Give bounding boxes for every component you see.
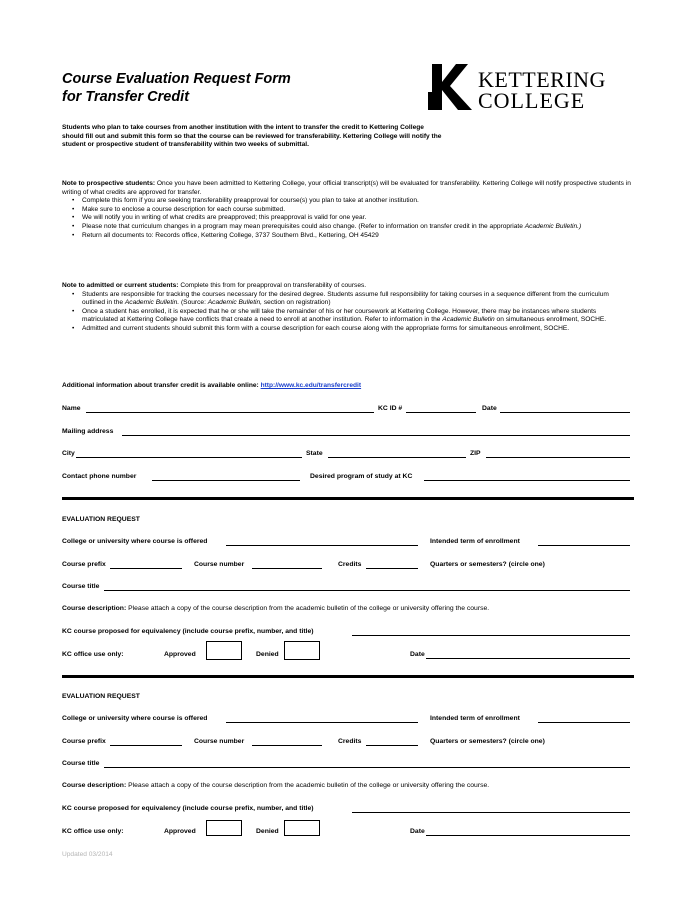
college-label: College or university where course is offered: [62, 538, 208, 545]
logo-word-kettering: KETTERING: [478, 67, 606, 92]
eval1-description-row: Course description: Please attach a copy of the course description from the academic bulletin of the college or university offering the course.: [62, 605, 490, 612]
city-field[interactable]: [76, 450, 302, 458]
intro-paragraph: Students who plan to take courses from another institution with the intent to transfer the credit to Kettering College should fill out and submit this form so that the course can be reviewed for transferability. Kettering College will notify the student or prospective student of transferability within two weeks of submittal.: [62, 124, 442, 149]
section-divider-2: [62, 675, 634, 678]
zip-label: ZIP: [470, 450, 481, 457]
eval2-equivalency-field[interactable]: [352, 805, 630, 813]
prospective-bullet-5: • Return all documents to: Records office, Kettering College, 3737 Southern Blvd., Kettering, OH 45429: [82, 232, 632, 241]
eval1-office-row: [62, 651, 632, 663]
eval2-college-row: College or university where course is offered Intended term of enrollment: [62, 715, 632, 727]
logo-word-college: COLLEGE: [478, 88, 586, 113]
eval1-prefix-field[interactable]: [110, 561, 182, 569]
eval1-credits-field[interactable]: [366, 561, 418, 569]
evaluation-heading-1: EVALUATION REQUEST: [62, 516, 140, 523]
eval1-denied-box[interactable]: [284, 641, 320, 660]
name-label: Name: [62, 405, 81, 412]
eval1-number-field[interactable]: [252, 561, 322, 569]
eval2-term-field[interactable]: [538, 715, 630, 723]
additional-info-text: Additional information about transfer credit is available online:: [62, 382, 261, 389]
section-divider-1: [62, 497, 634, 500]
phone-field[interactable]: [152, 473, 300, 481]
date-field[interactable]: [500, 405, 630, 413]
title-line-1: Course Evaluation Request Form: [62, 71, 291, 87]
prospective-text: Once you have been admitted to Kettering College, your official transcript(s) will be evaluated for transferability. Kettering College will notify prospective students in writing of what credits are approved for transfer.: [62, 180, 631, 196]
course-title-label: Course title: [62, 583, 100, 590]
eval2-office-row: KC office use only: Approved Denied Date: [62, 828, 632, 840]
eval1-course-row: [62, 561, 632, 573]
kc-id-field[interactable]: [406, 405, 476, 413]
eval1-term-field[interactable]: [538, 538, 630, 546]
eval1-equivalency-field[interactable]: [352, 628, 630, 636]
evaluation-heading-2: EVALUATION REQUEST: [62, 693, 140, 700]
number-label: Course number: [194, 561, 245, 568]
eval2-office-date-field[interactable]: [426, 828, 630, 836]
approved-label: Approved: [164, 651, 196, 658]
mailing-row: [62, 428, 632, 440]
term-label: Intended term of enrollment: [430, 538, 520, 545]
eval1-office-date-field[interactable]: [426, 651, 630, 659]
eval1-course-title-field[interactable]: [104, 583, 630, 591]
transfer-credit-link[interactable]: http://www.kc.edu/transfercredit: [260, 382, 362, 389]
admitted-text: Complete this from for preapproval on transferability of courses.: [178, 282, 367, 289]
admitted-bullet-1: • Students are responsible for tracking the courses necessary for the desired degree. Students assume full responsibility for taking courses in a sequence different from the curriculum outlined in the Academic Bulletin. (Source: Academic Bulletin, section on registration): [82, 291, 632, 308]
mailing-label: Mailing address: [62, 428, 114, 435]
admitted-bullet-2: • Once a student has enrolled, it is expected that he or she will take the remainder of his or her coursework at Kettering College. However, there may be instances where students matriculated at Kettering College have conflicts that create a need to enroll at another institution. Refer to information in the Academic Bulletin on simultaneous enrollment, SOCHE.: [82, 308, 632, 325]
updated-footer: Updated 03/2014: [62, 851, 113, 858]
eval2-description-row: Course description: Please attach a copy of the course description from the academic bulletin of the college or university offering the course.: [62, 782, 490, 789]
prospective-bullet-4: • Please note that curriculum changes in a program may mean prerequisites could also change. (Refer to information on transfer credit in the appropriate Academic Bulletin.): [82, 223, 632, 232]
state-field[interactable]: [328, 450, 466, 458]
office-use-label: KC office use only:: [62, 651, 124, 658]
program-label: Desired program of study at KC: [310, 473, 413, 480]
equivalency-label: KC course proposed for equivalency (include course prefix, number, and title): [62, 628, 314, 635]
program-field[interactable]: [424, 473, 630, 481]
credits-label: Credits: [338, 561, 362, 568]
eval1-title-row: [62, 583, 632, 595]
eval2-prefix-field[interactable]: [110, 738, 182, 746]
kettering-college-logo: [428, 62, 638, 114]
eval2-college-field[interactable]: [226, 715, 418, 723]
kc-id-label: KC ID #: [378, 405, 403, 412]
eval2-denied-box[interactable]: [284, 820, 320, 836]
title-line-2: for Transfer Credit: [62, 89, 190, 105]
eval2-course-title-field[interactable]: [104, 760, 630, 768]
eval1-college-field[interactable]: [226, 538, 418, 546]
city-row: [62, 450, 632, 462]
city-label: City: [62, 450, 75, 457]
denied-label: Denied: [256, 651, 279, 658]
admitted-students-note: [62, 282, 632, 334]
date-label: Date: [482, 405, 497, 412]
eval2-number-field[interactable]: [252, 738, 322, 746]
kettering-k-logo-icon: [428, 62, 472, 112]
name-field[interactable]: [86, 405, 374, 413]
eval2-approved-box[interactable]: [206, 820, 242, 836]
eval1-college-row: [62, 538, 632, 550]
prefix-label: Course prefix: [62, 561, 106, 568]
phone-row: [62, 473, 632, 485]
mailing-field[interactable]: [122, 428, 630, 436]
additional-info: [62, 382, 632, 391]
prospective-students-note: [62, 180, 632, 240]
admitted-bullet-3: • Admitted and current students should submit this form with a course description for each course along with the appropriate forms for simultaneous enrollment, SOCHE.: [82, 325, 632, 334]
admitted-heading: Note to admitted or current students:: [62, 282, 179, 289]
eval1-equivalency-row: [62, 628, 632, 640]
eval2-title-row: Course title: [62, 760, 632, 772]
prospective-bullet-2: • Make sure to enclose a course description for each course submitted.: [82, 206, 632, 215]
eval2-course-row: Course prefix Course number Credits Quarters or semesters? (circle one): [62, 738, 545, 745]
office-date-label: Date: [410, 651, 425, 658]
phone-label: Contact phone number: [62, 473, 137, 480]
eval2-credits-field[interactable]: [366, 738, 418, 746]
name-row: [62, 405, 632, 417]
zip-field[interactable]: [486, 450, 630, 458]
prospective-bullet-3: • We will notify you in writing of what credits are preapproved; this preapproval is valid for one year.: [82, 214, 632, 223]
eval1-approved-box[interactable]: [206, 641, 242, 660]
prospective-heading: Note to prospective students:: [62, 180, 156, 187]
quarters-label: Quarters or semesters? (circle one): [430, 561, 545, 568]
prospective-bullet-1: • Complete this form if you are seeking transferability preapproval for course(s) you plan to take at another institution.: [82, 197, 632, 206]
eval2-equivalency-row: KC course proposed for equivalency (include course prefix, number, and title): [62, 805, 632, 817]
form-title: [62, 70, 291, 106]
state-label: State: [306, 450, 323, 457]
